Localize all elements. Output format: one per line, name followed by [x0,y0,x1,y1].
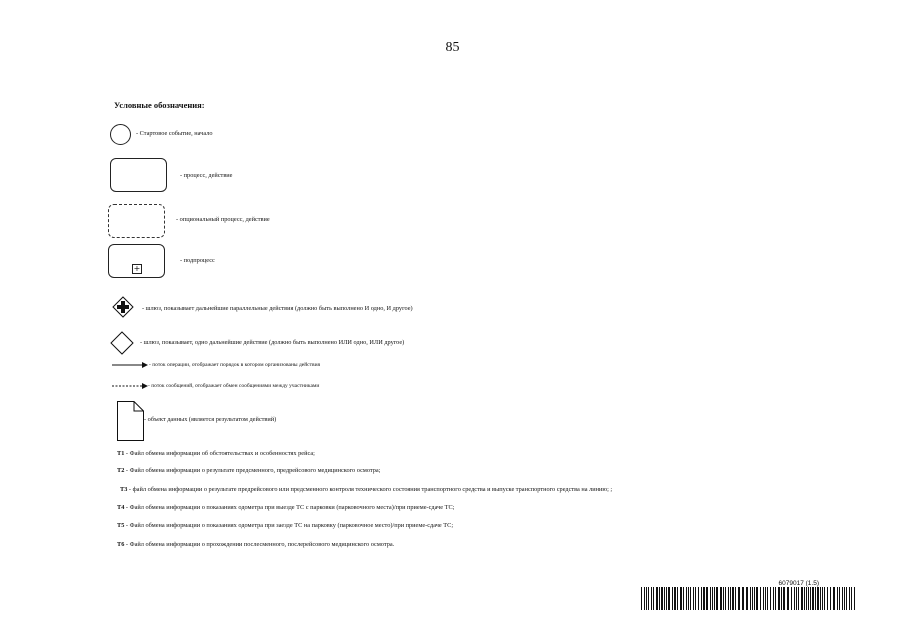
barcode-bar [648,587,649,610]
barcode-bar [725,587,726,610]
barcode-bar [842,587,843,610]
file-t1: T1 - Файл обмена информации об обстоятельствах и особенностях рейса; [117,450,315,457]
barcode-bar [730,587,731,610]
file-t3: T3 - файл обмена информации о результате предрейсового или предсменного контроля технического состояния транспортного средства и выпуске транспортного средства на линию; ; [120,486,613,493]
barcode-bar [752,587,753,610]
legend-process: - процесс, действие [180,172,233,179]
exclusive-gateway-icon [110,331,134,355]
barcode-bar [653,587,654,610]
barcode-bar [806,587,807,610]
file-t5: T5 - Файл обмена информации о показаниях одометра при заезде ТС на парковку (парковочное место)/при приеме-сдаче ТС; [117,522,454,529]
barcode-bar [754,587,755,610]
barcode-bar [661,587,663,610]
barcode-bar [703,587,705,610]
barcode-bar [735,587,736,610]
barcode-bar [791,587,792,610]
barcode-bar [710,587,711,610]
page-number: 85 [445,40,460,55]
barcode-bar [668,587,670,610]
barcode-bar [810,587,811,610]
barcode-bar [656,587,658,610]
barcode-bar [798,587,799,610]
barcode-bar [714,587,715,610]
barcode-bar [720,587,722,610]
barcode-bar [851,587,852,610]
barcode-bar [750,587,751,610]
legend-sequence-flow: - поток операции, отображает порядок в котором организованы действия [149,362,321,368]
barcode-bar [794,587,795,610]
barcode-bar [820,587,821,610]
barcode-bar [659,587,660,610]
barcode-bar [760,587,761,610]
barcode-bar [775,587,776,610]
barcode-bar [664,587,665,610]
barcode-bar [693,587,694,610]
start-event-circle-icon [110,124,131,145]
barcode-bar [822,587,823,610]
barcode-bar [801,587,803,610]
legend-subprocess: - подпроцесс [180,257,215,264]
barcode-bar [815,587,816,610]
barcode-bar [683,587,684,610]
barcode-bar [808,587,809,610]
barcode-bar [641,587,642,610]
barcode-bar [767,587,768,610]
optional-process-shape-icon [108,204,165,238]
file-t4: T4 - Файл обмена информации о показаниях одометра при выезде ТС с парковки (парковочного места)/при приеме-сдаче ТС; [117,504,455,511]
barcode-bar [672,587,673,610]
barcode-bar [756,587,758,610]
barcode-bar [787,587,789,610]
barcode-bar [839,587,840,610]
barcode-bar [695,587,696,610]
barcode-bar [844,587,845,610]
barcode-bar [804,587,805,610]
subprocess-plus-icon: + [133,264,141,273]
barcode-bar [666,587,667,610]
barcode-bar [701,587,702,610]
barcode-bar [846,587,847,610]
barcode-bar [854,587,855,610]
legend-exclusive-gateway: - шлюз, показывает, одно дальнейшие действие (должно быть выполнено ИЛИ одно, ИЛИ другое) [140,339,405,346]
legend-message-flow: - поток сообщений, отображает обмен сообщениями между участниками [148,383,320,389]
barcode-bar [688,587,689,610]
barcode-bar [830,587,831,610]
barcode-bar [698,587,699,610]
legend-data-object: - объект данных (является результатом действий) [144,416,277,423]
barcode-bar [765,587,766,610]
barcode-bar [849,587,850,610]
arrow-solid-icon [112,361,148,369]
barcode-bar [716,587,718,610]
legend-parallel-gateway: - шлюз, показывает дальнейшие параллельные действия (должно быть выполнено И одно, И другое) [142,305,413,312]
barcode-bar [824,587,825,610]
legend-start-event: - Стартовое событие, начало [136,130,213,137]
parallel-gateway-icon [112,296,134,318]
file-t6: T6 - Файл обмена информации о прохождении послесменного, послерейсового медицинского осмотра. [117,541,395,548]
barcode-bar [644,587,645,610]
barcode-bar [677,587,678,610]
barcode-bar [746,587,748,610]
barcode-bar [646,587,647,610]
barcode-icon [641,587,856,610]
arrow-dashed-icon [112,382,148,390]
barcode-bar [690,587,691,610]
barcode-bar [674,587,676,610]
document-icon [117,401,144,441]
barcode-bar [732,587,734,610]
barcode-bar [827,587,828,610]
barcode-bar [783,587,785,610]
barcode-bar [837,587,838,610]
legend-heading: Условные обозначения: [114,100,205,110]
file-t2: T2 - Файл обмена информации о результате предсменного, предрейсового медицинского осмотра; [117,467,381,474]
barcode-bar [728,587,729,610]
barcode-bar [778,587,780,610]
barcode-number: 6079017 (1.5) [778,580,819,587]
subprocess-shape-icon [108,244,165,278]
barcode-bar [680,587,682,610]
barcode-bar [817,587,819,610]
barcode-bar [706,587,708,610]
barcode-bar [763,587,764,610]
barcode-bar [738,587,740,610]
barcode-bar [723,587,724,610]
barcode-bar [712,587,713,610]
barcode-bar [770,587,771,610]
process-shape-icon [110,158,167,192]
barcode-bar [773,587,774,610]
barcode-bar [651,587,652,610]
legend-optional-process: - опциональный процесс, действие [176,216,270,223]
barcode-bar [686,587,687,610]
barcode-bar [781,587,782,610]
barcode-bar [742,587,744,610]
barcode-bar [796,587,797,610]
barcode-bar [833,587,835,610]
barcode-bar [812,587,814,610]
